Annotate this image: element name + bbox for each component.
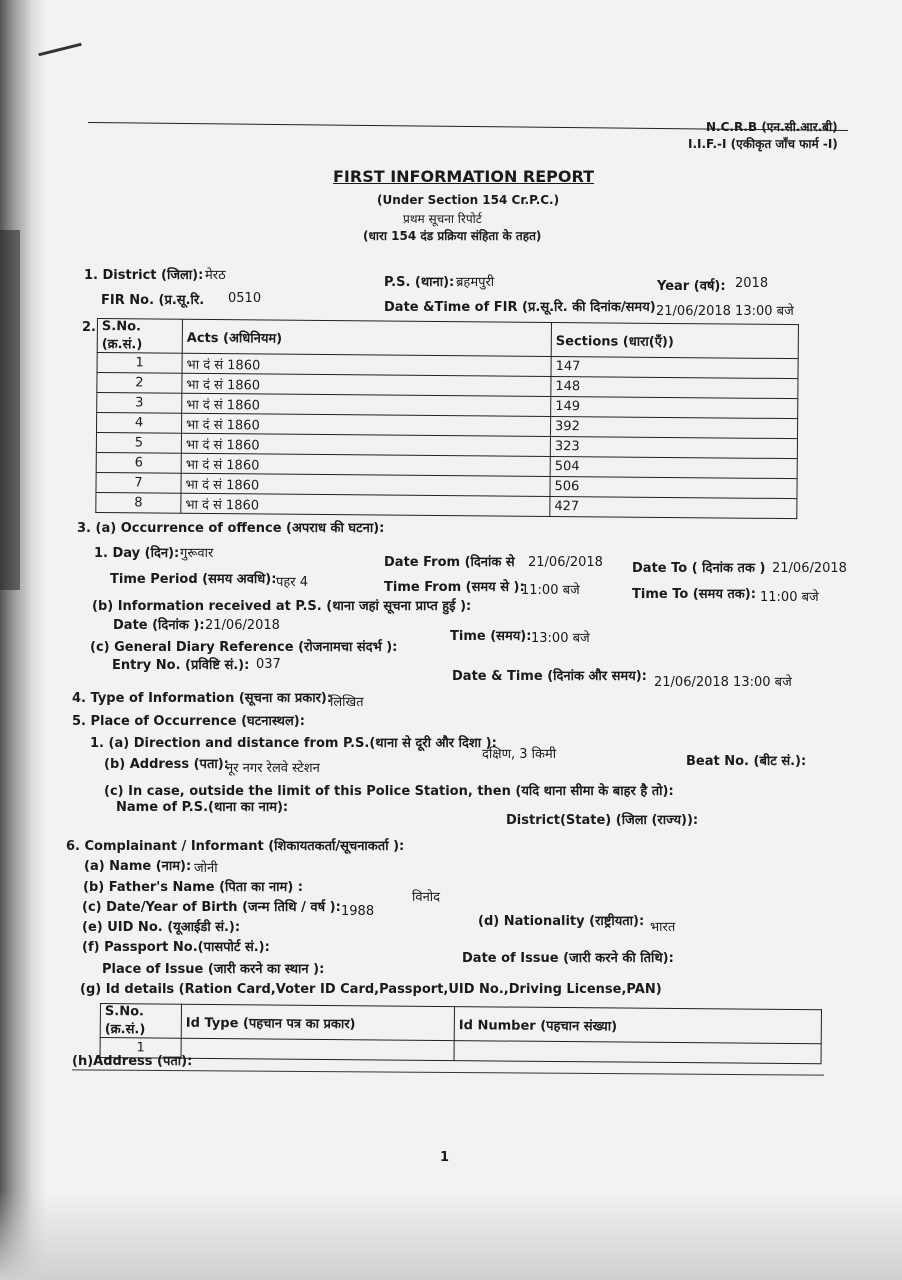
info-type-value: लिखित	[330, 695, 364, 710]
day-value: गुरूवार	[180, 546, 214, 561]
row-section: 506	[550, 476, 797, 498]
scan-shadow-dark	[0, 230, 20, 590]
fir-datetime-label: Date &Time of FIR (प्र.सू.रि. की दिनांक/समय)	[384, 300, 656, 315]
row-sno: 7	[96, 472, 181, 493]
ps-label: P.S. (थाना):	[384, 275, 455, 290]
acts-table	[95, 318, 799, 519]
row-section: 149	[551, 396, 798, 418]
row-sno: 4	[97, 413, 182, 434]
fir-number-value: 0510	[228, 291, 262, 306]
district-value: मेरठ	[205, 268, 226, 283]
iif-label: I.I.F.-I (एकीकृत जाँच फार्म -I)	[688, 137, 838, 151]
district-label: 1. District (जिला):	[84, 268, 204, 283]
issue-place-label: Place of Issue (जारी करने का स्थान ):	[102, 962, 325, 977]
district-state-label: District(State) (जिला (राज्य)):	[506, 813, 699, 828]
date-to-label: Date To ( दिनांक तक )	[632, 561, 766, 576]
dob-label: (c) Date/Year of Birth (जन्म तिथि / वर्ष ):	[82, 900, 341, 915]
row-sno: 3	[97, 393, 182, 414]
dob-value: 1988	[341, 904, 375, 919]
time-period-value: पहर 4	[276, 575, 309, 590]
info-time-value: 13:00 बजे	[531, 631, 590, 646]
row-section: 427	[550, 496, 797, 518]
nationality-value: भारत	[650, 920, 676, 935]
id-details-table	[100, 1003, 822, 1064]
gd-datetime-value: 21/06/2018 13:00 बजे	[654, 675, 792, 690]
row-section: 323	[550, 436, 797, 458]
day-label: 1. Day (दिन):	[94, 546, 180, 561]
fir-datetime-value: 21/06/2018 13:00 बजे	[656, 304, 794, 319]
page-title: FIRST INFORMATION REPORT	[333, 167, 594, 186]
info-received-label: (b) Information received at P.S. (थाना जहां सूचना प्राप्त हुई ):	[92, 599, 472, 614]
row-act: भा दं सं 1860	[181, 433, 550, 456]
row-sno: 8	[96, 492, 181, 513]
name-label: (a) Name (नाम):	[84, 859, 192, 874]
row-sno: 6	[96, 452, 181, 473]
complainant-heading: 6. Complainant / Informant (शिकायतकर्ता/सूचनाकर्ता ):	[66, 839, 405, 854]
direction-label: 1. (a) Direction and distance from P.S.(थाना से दूरी और दिशा ):	[90, 736, 497, 751]
row-sno: 5	[96, 433, 181, 454]
date-from-label: Date From (दिनांक से	[384, 555, 515, 570]
outside-limit-label: (c) In case, outside the limit of this Police Station, then (यदि थाना सीमा के बाहर है तो):	[104, 784, 674, 799]
address-rule	[72, 1069, 824, 1075]
time-to-value: 11:00 बजे	[760, 590, 819, 605]
scan-shadow-bottom	[0, 1190, 902, 1280]
beat-number-label: Beat No. (बीट सं.):	[686, 754, 807, 769]
row-act: भा दं सं 1860	[181, 473, 550, 496]
ncrb-label: N.C.R.B (एन.सी.आर.बी)	[706, 120, 838, 134]
occurrence-heading: 3. (a) Occurrence of offence (अपराध की घटना):	[77, 521, 385, 536]
subtitle-section: (Under Section 154 Cr.P.C.)	[377, 193, 560, 207]
complainant-address-label: (h)Address (पता):	[72, 1054, 193, 1069]
gd-reference-label: (c) General Diary Reference (रोजनामचा संदर्भ ):	[90, 640, 398, 655]
father-name-label: (b) Father's Name (पिता का नाम) :	[83, 880, 303, 895]
address-label: (b) Address (पता):	[104, 757, 229, 772]
id-header-number: Id Number (पहचान संख्या)	[454, 1007, 821, 1044]
date-to-value: 21/06/2018	[772, 561, 847, 576]
ps-name-label: Name of P.S.(थाना का नाम):	[116, 800, 289, 815]
year-value: 2018	[735, 276, 769, 291]
fir-number-label: FIR No. (प्र.सू.रि.	[101, 293, 205, 308]
direction-value: दक्षिण, 3 किमी	[482, 747, 557, 762]
row-sno: 1	[97, 353, 182, 374]
header-sections: Sections (धारा(एँ))	[551, 322, 798, 358]
id-row-type	[181, 1038, 454, 1060]
row-sno: 2	[97, 373, 182, 394]
id-details-label: (g) Id details (Ration Card,Voter ID Card,Passport,UID No.,Driving License,PAN)	[80, 982, 662, 997]
header-acts: Acts (अधिनियम)	[182, 319, 551, 356]
uid-label: (e) UID No. (यूआईडी सं.):	[82, 920, 241, 935]
address-value: नूर नगर रेलवे स्टेशन	[226, 761, 320, 776]
row-section: 148	[551, 376, 798, 398]
name-value: जोनी	[194, 861, 218, 876]
father-name-value: विनोद	[412, 890, 441, 905]
row-act: भा दं सं 1860	[181, 453, 550, 476]
row-act: भा दं सं 1860	[182, 393, 551, 416]
info-type-label: 4. Type of Information (सूचना का प्रकार):	[72, 691, 333, 706]
id-row-sno: 1	[100, 1038, 181, 1059]
passport-label: (f) Passport No.(पासपोर्ट सं.):	[82, 940, 270, 955]
info-date-label: Date (दिनांक ):	[113, 618, 205, 633]
time-from-value: 11:00 बजे	[521, 583, 580, 598]
nationality-label: (d) Nationality (राष्ट्रीयता):	[478, 914, 645, 929]
header-sno: S.No. (क्र.सं.)	[97, 319, 182, 354]
row-section: 147	[551, 356, 798, 378]
row-act: भा दं सं 1860	[182, 353, 551, 376]
gd-datetime-label: Date & Time (दिनांक और समय):	[452, 669, 647, 684]
row-section: 504	[550, 456, 797, 478]
entry-number-value: 037	[256, 657, 281, 672]
year-label: Year (वर्ष):	[657, 279, 726, 294]
acts-section-number: 2.	[82, 320, 96, 335]
time-period-label: Time Period (समय अवधि):	[110, 572, 277, 587]
row-act: भा दं सं 1860	[181, 493, 550, 516]
id-header-type: Id Type (पहचान पत्र का प्रकार)	[181, 1004, 454, 1040]
subtitle-hindi-section: (धारा 154 दंड प्रक्रिया संहिता के तहत)	[363, 229, 542, 243]
time-to-label: Time To (समय तक):	[632, 587, 756, 602]
row-act: भा दं सं 1860	[182, 373, 551, 396]
row-act: भा दं सं 1860	[181, 413, 550, 436]
page-number: 1	[440, 1150, 450, 1165]
info-date-value: 21/06/2018	[205, 618, 280, 633]
info-time-label: Time (समय):	[450, 629, 532, 644]
row-section: 392	[550, 416, 797, 438]
place-heading: 5. Place of Occurrence (घटनास्थल):	[72, 714, 305, 729]
scan-shadow-left	[0, 0, 46, 1280]
id-row-number	[454, 1041, 821, 1064]
id-header-sno: S.No.(क्र.सं.)	[100, 1004, 181, 1039]
entry-number-label: Entry No. (प्रविष्टि सं.):	[112, 658, 250, 673]
issue-date-label: Date of Issue (जारी करने की तिथि):	[462, 951, 674, 966]
date-from-value: 21/06/2018	[528, 555, 603, 570]
ps-value: ब्रहमपुरी	[456, 275, 495, 290]
subtitle-hindi: प्रथम सूचना रिपोर्ट	[403, 212, 482, 226]
time-from-label: Time From (समय से ):	[384, 580, 525, 595]
